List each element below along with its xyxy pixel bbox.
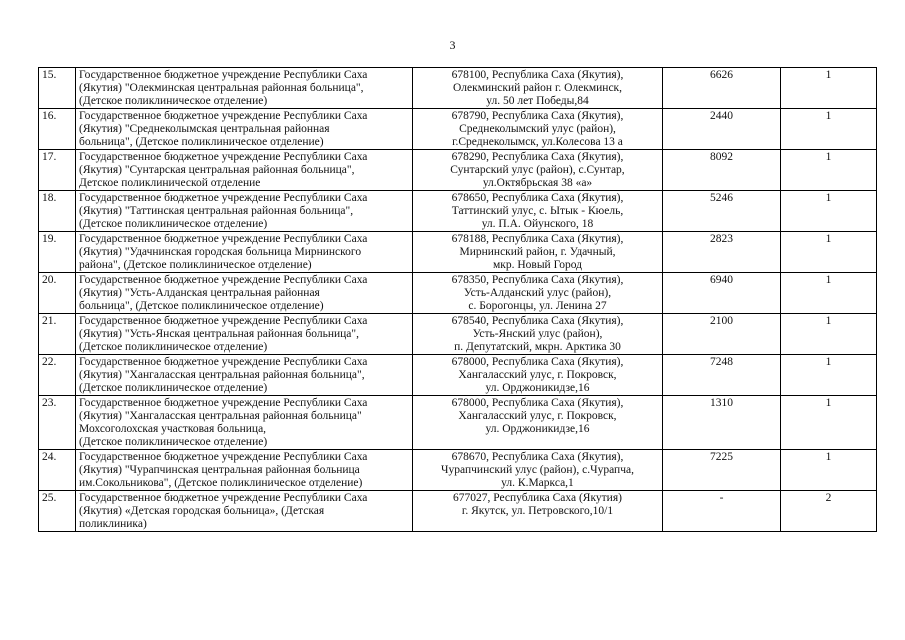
population-value: 7248 xyxy=(663,355,781,396)
institution-address-line: с. Борогонцы, ул. Ленина 27 xyxy=(468,300,607,312)
population-value: 2100 xyxy=(663,314,781,355)
institution-name xyxy=(76,68,413,109)
institution-address xyxy=(413,396,663,450)
institution-name-line: (Детское поликлиническое отделение) xyxy=(79,341,268,353)
institution-name-line: (Якутия) "Чурапчинская центральная районная больница xyxy=(79,464,360,476)
institution-name-line: Государственное бюджетное учреждение Республики Саха xyxy=(79,315,368,327)
institution-name-line: Государственное бюджетное учреждение Республики Саха xyxy=(79,492,368,504)
institution-name-line: района", (Детское поликлиническое отделение) xyxy=(79,259,312,271)
row-number: 18. xyxy=(39,191,76,232)
institution-address-line: ул. П.А. Ойунского, 18 xyxy=(481,218,594,230)
institution-address-line: Усть-Алданский улус (район), xyxy=(463,287,612,299)
institution-name-line: (Детское поликлиническое отделение) xyxy=(79,95,268,107)
institution-name xyxy=(76,109,413,150)
institution-address-line: г.Среднеколымск, ул.Колесова 13 а xyxy=(452,136,623,148)
institution-name-line: Государственное бюджетное учреждение Республики Саха xyxy=(79,356,368,368)
institution-address-line: 678650, Республика Саха (Якутия), xyxy=(451,192,624,204)
institution-address-line: Усть-Янский улус (район), xyxy=(472,328,603,340)
institution-address-line: г. Якутск, ул. Петровского,10/1 xyxy=(461,505,614,517)
population-value: 8092 xyxy=(663,150,781,191)
institution-name xyxy=(76,396,413,450)
population-value: 6940 xyxy=(663,273,781,314)
institution-address xyxy=(413,355,663,396)
institution-address-line: Чурапчинский улус (район), с.Чурапча, xyxy=(441,464,634,476)
table-row xyxy=(39,191,877,232)
institution-name-line: Государственное бюджетное учреждение Республики Саха xyxy=(79,451,368,463)
institution-address-line: ул. Орджоникидзе,16 xyxy=(485,382,590,394)
count-value: 2 xyxy=(781,491,877,532)
institution-name-line: Государственное бюджетное учреждение Республики Саха xyxy=(79,151,368,163)
institution-address-line: Мирнинский район, г. Удачный, xyxy=(459,246,616,258)
institution-address-line: 678790, Республика Саха (Якутия), xyxy=(451,110,624,122)
institution-address-line: 678000, Республика Саха (Якутия), xyxy=(451,356,624,368)
institution-address xyxy=(413,273,663,314)
institution-name-line: (Якутия) «Детская городская больница», (Детская xyxy=(79,505,325,517)
table-row xyxy=(39,355,877,396)
institution-name xyxy=(76,150,413,191)
institution-address-line: 678100, Республика Саха (Якутия), xyxy=(451,69,624,81)
institution-name-line: (Якутия) "Среднеколымская центральная районная xyxy=(79,123,330,135)
count-value: 1 xyxy=(781,450,877,491)
institution-address xyxy=(413,314,663,355)
institution-name-line: больница", (Детское поликлиническое отделение) xyxy=(79,136,324,148)
institution-address-line: ул. К.Маркса,1 xyxy=(501,477,574,489)
institution-address xyxy=(413,109,663,150)
institution-name-line: Детское поликлинической отделение xyxy=(79,177,261,189)
institution-name-line: (Якутия) "Усть-Янская центральная районная больница", xyxy=(79,328,359,340)
institution-address-line: Хангаласский улус, г. Покровск, xyxy=(458,369,617,381)
institution-address-line: 678670, Республика Саха (Якутия), xyxy=(451,451,624,463)
institution-name-line: (Якутия) "Олекминская центральная районная больница", xyxy=(79,82,364,94)
institution-address xyxy=(413,232,663,273)
institution-name-line: Государственное бюджетное учреждение Республики Саха xyxy=(79,233,368,245)
count-value: 1 xyxy=(781,314,877,355)
count-value: 1 xyxy=(781,150,877,191)
institution-name-line: им.Сокольникова", (Детское поликлиническое отделение) xyxy=(79,477,363,489)
institution-address xyxy=(413,150,663,191)
count-value: 1 xyxy=(781,355,877,396)
institution-name-line: (Якутия) "Таттинская центральная районная больница", xyxy=(79,205,354,217)
institution-address-line: 678540, Республика Саха (Якутия), xyxy=(451,315,624,327)
population-value: 1310 xyxy=(663,396,781,450)
table-row xyxy=(39,68,877,109)
institution-address-line: ул. Орджоникидзе,16 xyxy=(485,423,590,435)
institution-name xyxy=(76,191,413,232)
table-row xyxy=(39,150,877,191)
institution-address-line: 677027, Республика Саха (Якутия) xyxy=(453,492,622,504)
institution-address-line: ул.Октябрьская 38 «а» xyxy=(482,177,593,189)
institution-name-line: Государственное бюджетное учреждение Республики Саха xyxy=(79,192,368,204)
institution-name-line: больница", (Детское поликлиническое отделение) xyxy=(79,300,324,312)
institution-address xyxy=(413,191,663,232)
table-row xyxy=(39,109,877,150)
population-value: - xyxy=(663,491,781,532)
population-value: 7225 xyxy=(663,450,781,491)
institution-name-line: (Детское поликлиническое отделение) xyxy=(79,436,268,448)
population-value: 2440 xyxy=(663,109,781,150)
row-number: 21. xyxy=(39,314,76,355)
institution-address-line: мкр. Новый Город xyxy=(492,259,582,271)
institution-name-line: (Якутия) "Усть-Алданская центральная районная xyxy=(79,287,320,299)
institution-name-line: (Якутия) "Хангаласская центральная районная больница" xyxy=(79,410,362,422)
count-value: 1 xyxy=(781,191,877,232)
institution-name-line: (Якутия) "Хангаласская центральная районная больница", xyxy=(79,369,365,381)
population-value: 2823 xyxy=(663,232,781,273)
institution-address xyxy=(413,450,663,491)
institution-address-line: Хангаласский улус, г. Покровск, xyxy=(458,410,617,422)
row-number: 17. xyxy=(39,150,76,191)
table-row xyxy=(39,232,877,273)
table-row xyxy=(39,396,877,450)
population-value: 5246 xyxy=(663,191,781,232)
row-number: 22. xyxy=(39,355,76,396)
row-number: 25. xyxy=(39,491,76,532)
institution-name-line: (Детское поликлиническое отделение) xyxy=(79,382,268,394)
institution-name xyxy=(76,273,413,314)
count-value: 1 xyxy=(781,396,877,450)
row-number: 23. xyxy=(39,396,76,450)
row-number: 20. xyxy=(39,273,76,314)
institution-name-line: (Якутия) "Сунтарская центральная районная больница", xyxy=(79,164,355,176)
institution-name xyxy=(76,355,413,396)
table-row xyxy=(39,491,877,532)
table-row xyxy=(39,273,877,314)
institution-address-line: Таттинский улус, с. Ытык - Кюель, xyxy=(451,205,624,217)
count-value: 1 xyxy=(781,68,877,109)
institution-address-line: ул. 50 лет Победы,84 xyxy=(486,95,589,107)
institution-name-line: (Детское поликлиническое отделение) xyxy=(79,218,268,230)
row-number: 24. xyxy=(39,450,76,491)
institution-address-line: 678290, Республика Саха (Якутия), xyxy=(451,151,624,163)
table-body xyxy=(39,68,877,532)
population-value: 6626 xyxy=(663,68,781,109)
institution-name xyxy=(76,232,413,273)
institution-name-line: Государственное бюджетное учреждение Республики Саха xyxy=(79,69,368,81)
table-row xyxy=(39,450,877,491)
institution-address-line: п. Депутатский, мкрн. Арктика 30 xyxy=(454,341,621,353)
institution-address-line: 678350, Республика Саха (Якутия), xyxy=(451,274,624,286)
institution-name-line: Мохсоголохская участковая больница, xyxy=(79,423,267,435)
institution-name xyxy=(76,450,413,491)
facility-table xyxy=(38,67,877,532)
institution-address-line: 678188, Республика Саха (Якутия), xyxy=(451,233,624,245)
institution-address xyxy=(413,491,663,532)
institution-name xyxy=(76,314,413,355)
count-value: 1 xyxy=(781,273,877,314)
institution-name-line: (Якутия) "Удачнинская городская больница Мирнинского xyxy=(79,246,362,258)
row-number: 19. xyxy=(39,232,76,273)
institution-name-line: Государственное бюджетное учреждение Республики Саха xyxy=(79,274,368,286)
institution-name-line: Государственное бюджетное учреждение Республики Саха xyxy=(79,110,368,122)
institution-address-line: Среднеколымский улус (район), xyxy=(459,123,616,135)
institution-address-line: Сунтарский улус (район), с.Сунтар, xyxy=(450,164,625,176)
institution-address xyxy=(413,68,663,109)
institution-address-line: Олекминский район г. Олекминск, xyxy=(452,82,623,94)
institution-name-line: поликлиника) xyxy=(79,518,147,530)
table-row xyxy=(39,314,877,355)
institution-name xyxy=(76,491,413,532)
institution-name-line: Государственное бюджетное учреждение Республики Саха xyxy=(79,397,368,409)
row-number: 15. xyxy=(39,68,76,109)
page-number: 3 xyxy=(449,38,456,52)
count-value: 1 xyxy=(781,232,877,273)
count-value: 1 xyxy=(781,109,877,150)
institution-address-line: 678000, Республика Саха (Якутия), xyxy=(451,397,624,409)
row-number: 16. xyxy=(39,109,76,150)
